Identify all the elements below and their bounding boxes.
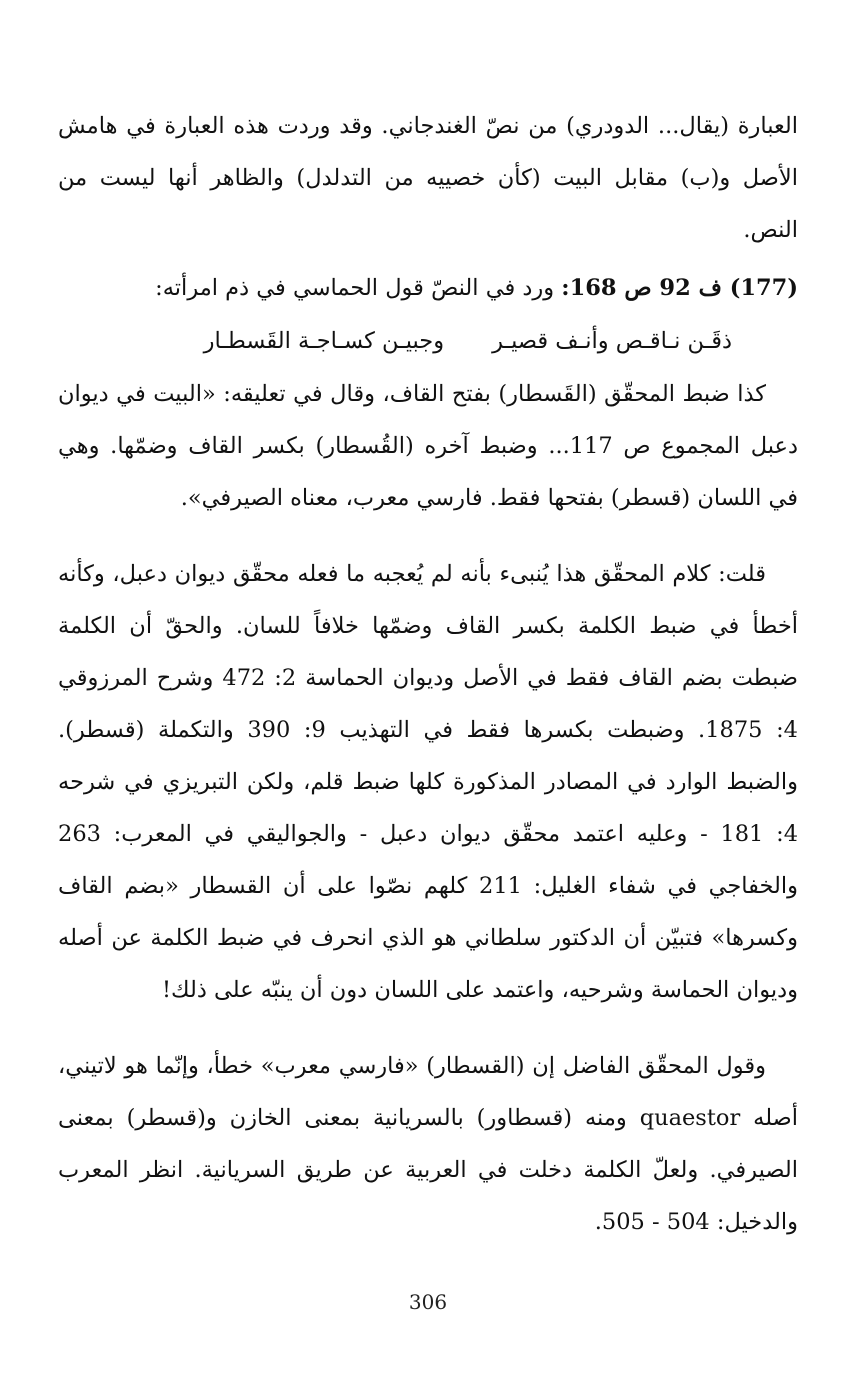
paragraph-2: كذا ضبط المحقّق (القَسطار) بفتح القاف، وقال في تعليقه: «البيت في ديوان دعبل المجموع ص 117... وضبط آخره (القُسطار) بكسر القاف وضمّها. وهي في اللسان (قسطر) بفتحها فقط. فارسي معرب، معناه الصيرفي». — [58, 381, 798, 511]
paragraph-1: العبارة (يقال... الدودري) من نصّ الغندجاني. وقد وردت هذه العبارة في هامش الأصل و(ب) مقابل البيت (كأن خصييه من التدلدل) والظاهر أنها ليست من النص. — [58, 113, 798, 243]
poetry-verse — [58, 314, 798, 368]
entry-text: ورد في النصّ قول الحماسي في ذم امرأته: — [155, 275, 562, 301]
paragraph-3: قلت: كلام المحقّق هذا يُنبىء بأنه لم يُعجبه ما فعله محقّق ديوان دعبل، وكأنه أخطأ في ضبط الكلمة بكسر القاف وضمّها خلافاً للسان. والحقّ أن الكلمة ضبطت بضم القاف فقط في الأصل وديوان الحماسة 2: 472 وشرح المرزوقي 4: 1875. وضبطت بكسرها فقط في التهذيب 9: 390 والتكملة (قسطر). والضبط الوارد في المصادر المذكورة كلها ضبط قلم، ولكن التبريزي في شرحه 4: 181 - وعليه اعتمد محقّق ديوان دعبل - والجواليقي في المعرب: 263 والخفاجي في شفاء الغليل: 211 كلهم نصّوا على أن القسطار «بضم القاف وكسرها» فتبيّن أن الدكتور سلطاني هو الذي انحرف في ضبط الكلمة عن أصله وديوان الحماسة وشرحيه، واعتمد على اللسان دون أن ينبّه على ذلك! — [58, 561, 799, 1003]
entry-reference: (177) ف 92 ص 168: — [561, 275, 798, 301]
page-number: 306 — [408, 1290, 448, 1314]
verse-hemistich-2: وجبيـن كسـاجـة القَسطـار — [203, 328, 445, 354]
paragraph-4: وقول المحقّق الفاضل إن (القسطار) «فارسي معرب» خطأ، وإنّما هو لاتيني، أصله quaestor ومنه (قسطاور) بالسريانية بمعنى الخازن و(قسطر) بمعنى الصيرفي. ولعلّ الكلمة دخلت في العربية عن طريق السريانية. انظر المعرب والدخيل: 504 - 505. — [58, 1053, 798, 1235]
entry-177 — [58, 262, 798, 314]
verse-hemistich-1: ذقَـن نـاقـص وأنـف قصيـر — [492, 328, 732, 354]
